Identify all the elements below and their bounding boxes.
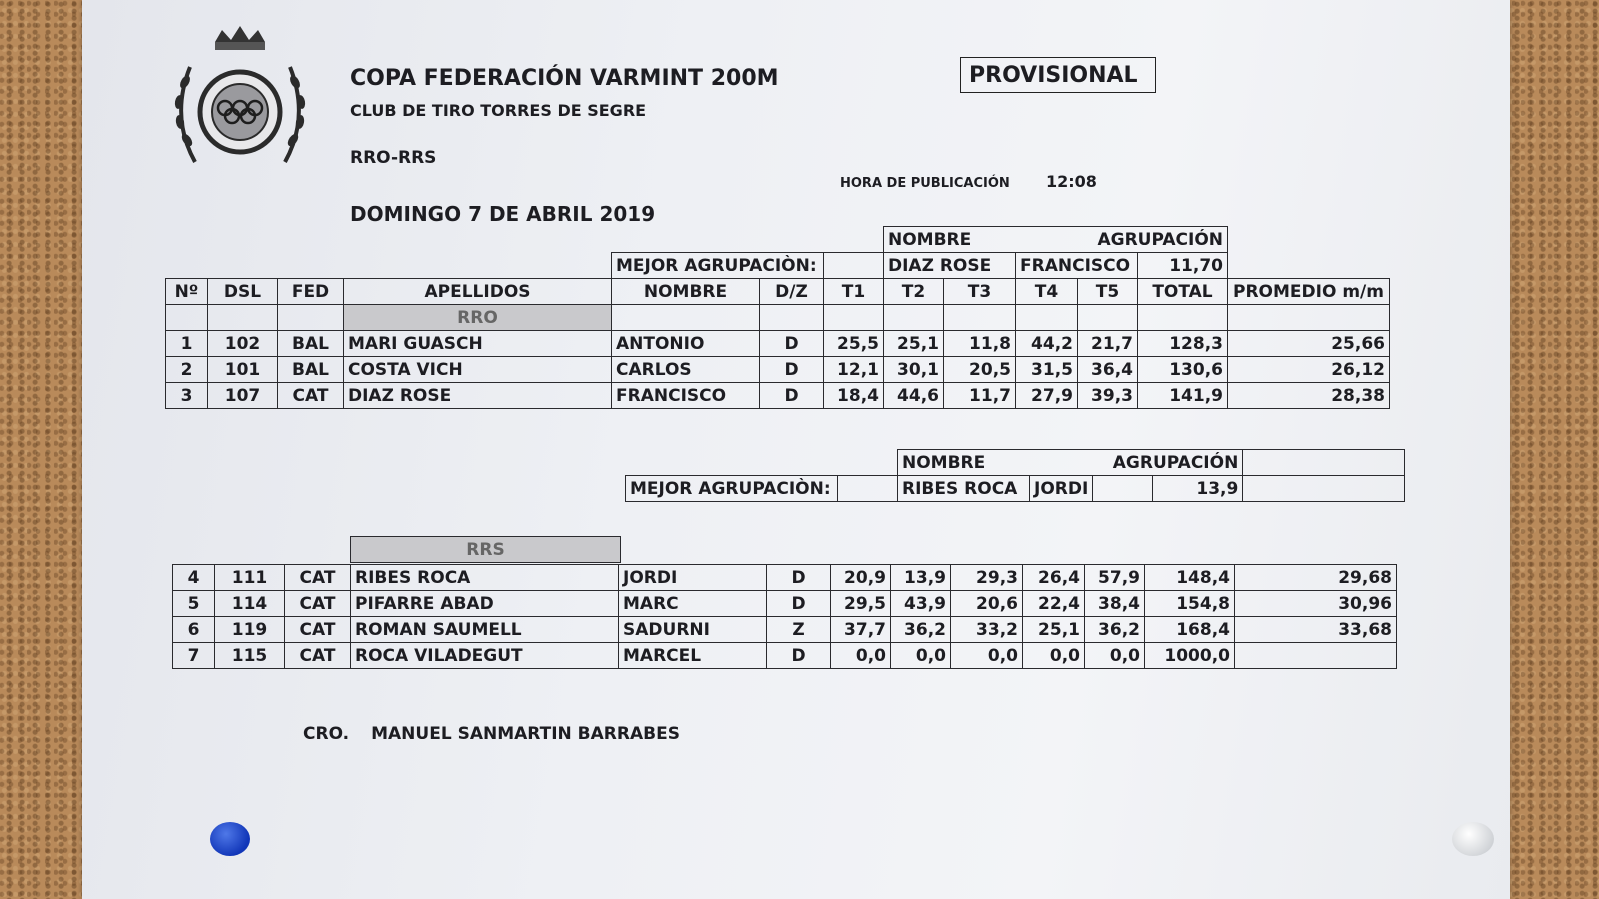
best-group-apellidos: RIBES ROCA (898, 476, 1030, 502)
cell-num: 2 (166, 357, 208, 383)
table-row (173, 643, 1397, 669)
cell-t2: 25,1 (884, 331, 944, 357)
cell-t3: 29,3 (951, 565, 1023, 591)
best-group-header-row (626, 450, 1405, 476)
best-group-label: MEJOR AGRUPACIÒN: (612, 253, 824, 279)
best-group-label: MEJOR AGRUPACIÒN: (626, 476, 838, 502)
cell-promedio: 30,96 (1235, 591, 1397, 617)
cell-apellidos: COSTA VICH (344, 357, 612, 383)
cell-t5: 57,9 (1085, 565, 1145, 591)
cell-apellidos: MARI GUASCH (344, 331, 612, 357)
cell-t5: 38,4 (1085, 591, 1145, 617)
cell-dz: D (767, 565, 831, 591)
cro-name: MANUEL SANMARTIN BARRABES (371, 724, 680, 744)
col-dsl: DSL (208, 279, 278, 305)
col-nombre: NOMBRE (612, 279, 760, 305)
col-t1: T1 (824, 279, 884, 305)
cell-dsl: 102 (208, 331, 278, 357)
cell-t4: 0,0 (1023, 643, 1085, 669)
cro-signature-line (303, 724, 680, 744)
cell-dz: D (767, 643, 831, 669)
cell-t3: 20,6 (951, 591, 1023, 617)
cell-t3: 11,8 (944, 331, 1016, 357)
cell-total: 148,4 (1145, 565, 1235, 591)
cell-t5: 39,3 (1078, 383, 1138, 409)
cell-nombre: MARCEL (619, 643, 767, 669)
cell-apellidos: ROCA VILADEGUT (351, 643, 619, 669)
best-group-nombre-label: NOMBRE (884, 227, 1016, 253)
best-group-nombre: FRANCISCO (1016, 253, 1138, 279)
publication-time-label: HORA DE PUBLICACIÓN (840, 176, 1010, 191)
cell-num: 3 (166, 383, 208, 409)
col-t5: T5 (1078, 279, 1138, 305)
best-group-value: 13,9 (1153, 476, 1243, 502)
best-group-apellidos: DIAZ ROSE (884, 253, 1016, 279)
cell-dz: D (760, 383, 824, 409)
cell-apellidos: DIAZ ROSE (344, 383, 612, 409)
col-num: Nº (166, 279, 208, 305)
cell-promedio: 33,68 (1235, 617, 1397, 643)
rrs-results-table (172, 564, 1397, 669)
publication-time: 12:08 (1046, 172, 1097, 191)
table-row (166, 383, 1390, 409)
competition-date: DOMINGO 7 DE ABRIL 2019 (350, 202, 656, 226)
white-pushpin-icon (1452, 822, 1494, 856)
cell-nombre: JORDI (619, 565, 767, 591)
cell-t4: 44,2 (1016, 331, 1078, 357)
cell-t1: 18,4 (824, 383, 884, 409)
cell-dsl: 114 (215, 591, 285, 617)
cell-num: 1 (166, 331, 208, 357)
cell-t3: 11,7 (944, 383, 1016, 409)
cell-dsl: 111 (215, 565, 285, 591)
cell-fed: CAT (285, 617, 351, 643)
cell-t2: 36,2 (891, 617, 951, 643)
cell-t1: 25,5 (824, 331, 884, 357)
cell-apellidos: ROMAN SAUMELL (351, 617, 619, 643)
rro-results-table (165, 226, 1390, 409)
cell-t2: 13,9 (891, 565, 951, 591)
cell-fed: CAT (285, 591, 351, 617)
cell-nombre: ANTONIO (612, 331, 760, 357)
cell-t5: 36,4 (1078, 357, 1138, 383)
cell-t3: 33,2 (951, 617, 1023, 643)
rrs-section-header (350, 536, 621, 563)
cell-promedio: 25,66 (1228, 331, 1390, 357)
best-group-row (166, 253, 1390, 279)
cell-t4: 22,4 (1023, 591, 1085, 617)
club-name: CLUB DE TIRO TORRES DE SEGRE (350, 101, 647, 120)
cell-promedio: 28,38 (1228, 383, 1390, 409)
col-t3: T3 (944, 279, 1016, 305)
cell-t3: 20,5 (944, 357, 1016, 383)
category-label: RRO-RRS (350, 148, 437, 168)
col-apellidos: APELLIDOS (344, 279, 612, 305)
federation-crest-icon (165, 22, 315, 177)
cell-nombre: SADURNI (619, 617, 767, 643)
best-group-agrupacion-label: AGRUPACIÓN (1016, 227, 1228, 253)
section-label-rro: RRO (344, 305, 612, 331)
cell-fed: CAT (278, 383, 344, 409)
cell-t1: 20,9 (831, 565, 891, 591)
cell-t2: 0,0 (891, 643, 951, 669)
cell-t4: 26,4 (1023, 565, 1085, 591)
cell-dsl: 119 (215, 617, 285, 643)
cell-t5: 0,0 (1085, 643, 1145, 669)
cell-total: 168,4 (1145, 617, 1235, 643)
cell-t1: 0,0 (831, 643, 891, 669)
table-row (173, 565, 1397, 591)
best-group-row (626, 476, 1405, 502)
cell-dz: D (760, 331, 824, 357)
cell-t2: 43,9 (891, 591, 951, 617)
cell-dz: D (760, 357, 824, 383)
table-row (166, 331, 1390, 357)
cell-nombre: FRANCISCO (612, 383, 760, 409)
cell-t1: 29,5 (831, 591, 891, 617)
cell-apellidos: RIBES ROCA (351, 565, 619, 591)
cell-fed: BAL (278, 331, 344, 357)
cell-t1: 37,7 (831, 617, 891, 643)
cell-fed: CAT (285, 643, 351, 669)
status-badge: PROVISIONAL (960, 57, 1156, 93)
cell-dsl: 101 (208, 357, 278, 383)
best-group-nombre: JORDI (1030, 476, 1093, 502)
blue-pushpin-icon (210, 822, 250, 856)
cell-t3: 0,0 (951, 643, 1023, 669)
cell-dz: Z (767, 617, 831, 643)
col-fed: FED (278, 279, 344, 305)
table-row (166, 357, 1390, 383)
best-group-nombre-label: NOMBRE (898, 450, 1093, 476)
cell-total: 154,8 (1145, 591, 1235, 617)
cell-num: 6 (173, 617, 215, 643)
section-label-rrs: RRS (351, 537, 621, 563)
cell-total: 1000,0 (1145, 643, 1235, 669)
best-group-agrupacion-label: AGRUPACIÓN (1093, 450, 1243, 476)
cell-dsl: 107 (208, 383, 278, 409)
col-dz: D/Z (760, 279, 824, 305)
best-group-value: 11,70 (1138, 253, 1228, 279)
column-header-row (166, 279, 1390, 305)
table-row (173, 591, 1397, 617)
cell-num: 4 (173, 565, 215, 591)
competition-title: COPA FEDERACIÓN VARMINT 200M (350, 66, 779, 91)
cell-dz: D (767, 591, 831, 617)
cell-total: 128,3 (1138, 331, 1228, 357)
col-t4: T4 (1016, 279, 1078, 305)
cell-t2: 30,1 (884, 357, 944, 383)
cell-t1: 12,1 (824, 357, 884, 383)
cell-fed: BAL (278, 357, 344, 383)
cell-promedio: 29,68 (1235, 565, 1397, 591)
cell-t2: 44,6 (884, 383, 944, 409)
cell-nombre: CARLOS (612, 357, 760, 383)
col-total: TOTAL (1138, 279, 1228, 305)
cell-t4: 25,1 (1023, 617, 1085, 643)
cell-num: 5 (173, 591, 215, 617)
cell-dsl: 115 (215, 643, 285, 669)
cro-label: CRO. (303, 724, 350, 744)
cell-promedio (1235, 643, 1397, 669)
section-row (166, 305, 1390, 331)
col-t2: T2 (884, 279, 944, 305)
cell-t4: 27,9 (1016, 383, 1078, 409)
cell-t5: 21,7 (1078, 331, 1138, 357)
cell-apellidos: PIFARRE ABAD (351, 591, 619, 617)
col-promedio: PROMEDIO m/m (1228, 279, 1390, 305)
cell-total: 130,6 (1138, 357, 1228, 383)
cell-promedio: 26,12 (1228, 357, 1390, 383)
best-group-header-row (166, 227, 1390, 253)
cell-t5: 36,2 (1085, 617, 1145, 643)
cell-nombre: MARC (619, 591, 767, 617)
cell-num: 7 (173, 643, 215, 669)
table-row (173, 617, 1397, 643)
cell-t4: 31,5 (1016, 357, 1078, 383)
rrs-best-group-table (625, 449, 1405, 502)
cell-fed: CAT (285, 565, 351, 591)
cell-total: 141,9 (1138, 383, 1228, 409)
